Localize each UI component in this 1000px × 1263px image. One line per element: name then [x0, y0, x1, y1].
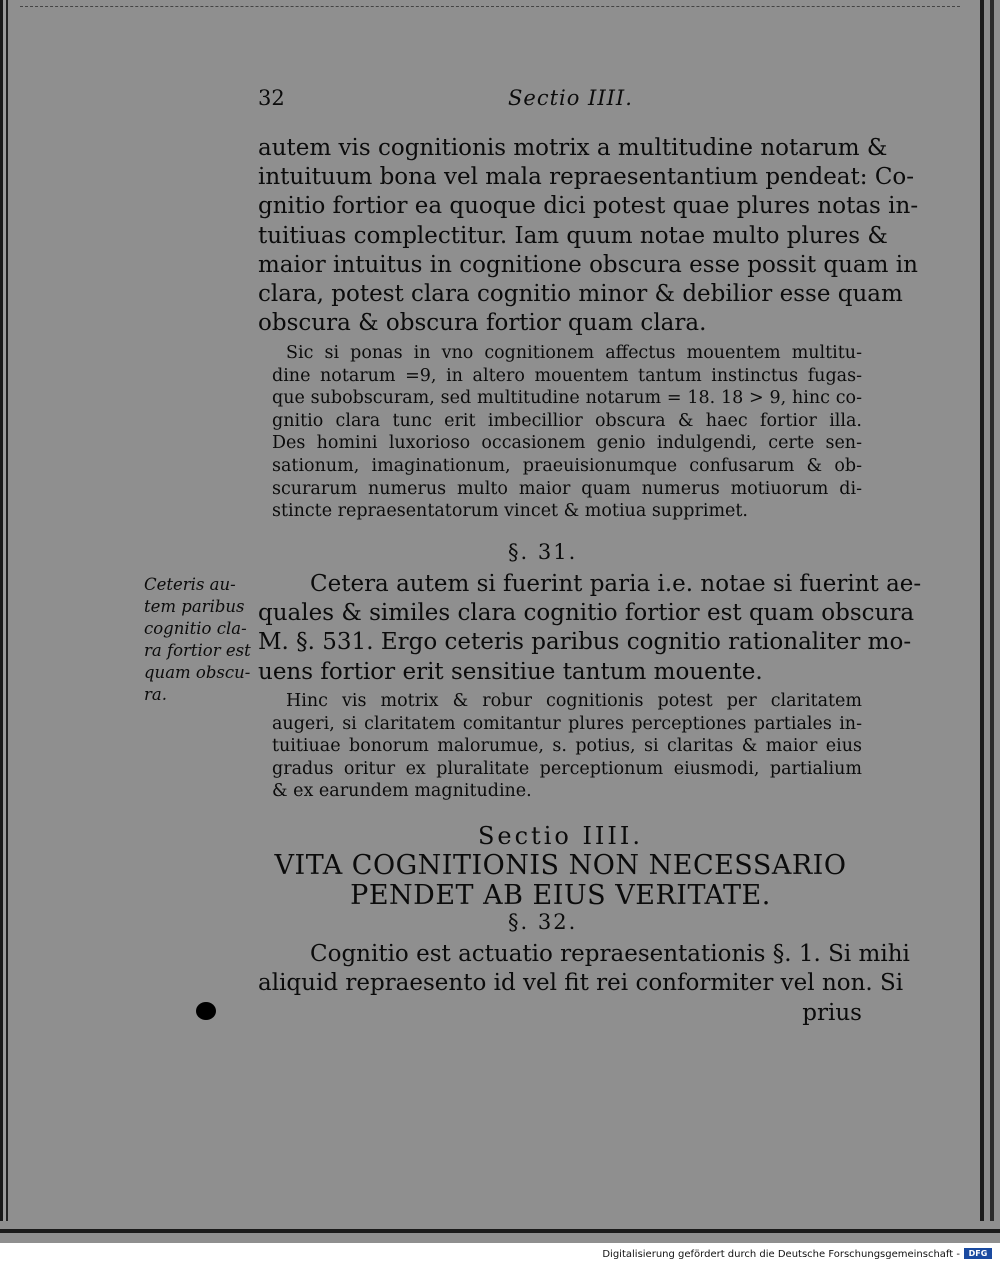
margin-note-line: ra. — [144, 685, 167, 704]
margin-note-line: tem paribus — [144, 597, 245, 616]
paragraph-31 — [258, 570, 922, 687]
catchword: prius — [802, 1000, 862, 1026]
note-line: tuitiuae bonorum malorumue, s. potius, si claritas & maior eius — [272, 736, 862, 757]
text-line: clara, potest clara cognitio minor & debilior esse quam — [258, 281, 903, 308]
footer-credit: Digitalisierung gefördert durch die Deutsche Forschungsgemeinschaft - — [602, 1249, 960, 1260]
text-line: M. §. 531. Ergo ceteris paribus cognitio rationaliter mo- — [258, 629, 912, 656]
margin-note-line: cognitio cla- — [144, 619, 247, 638]
note-line: que subobscuram, sed multitudine notarum = 18. 18 > 9, hinc co- — [272, 388, 862, 409]
text-line: aliquid repraesento id vel fit rei conformiter vel non. Si — [258, 970, 904, 997]
text-line: autem vis cognitionis motrix a multitudine notarum & — [258, 135, 888, 161]
footnote-31 — [272, 690, 862, 803]
page-header — [258, 86, 898, 116]
dfg-logo: DFG — [964, 1248, 992, 1259]
right-page-edge — [972, 0, 1000, 1243]
ink-blot — [196, 1002, 216, 1020]
text-line: quales & similes clara cognitio fortior est quam obscura — [258, 600, 915, 627]
top-page-edge — [20, 6, 960, 8]
text-line: Cetera autem si fuerint paria i.e. notae si fuerint ae- — [310, 571, 922, 597]
margin-note-line: Ceteris au- — [144, 575, 236, 594]
text-line: gnitio fortior ea quoque dici potest quae plures notas in- — [258, 193, 919, 220]
margin-note-line: ra fortior est — [144, 641, 251, 660]
note-line: dine notarum =9, in altero mouentem tantum instinctus fugas- — [272, 365, 862, 386]
page-number: 32 — [258, 86, 285, 110]
note-line: stincte repraesentatorum vincet & motiua supprimet. — [272, 501, 748, 522]
footnote-1 — [272, 342, 862, 523]
note-line: sationum, imaginationum, praeuisionumque confusarum & ob- — [272, 455, 862, 476]
note-line: augeri, si claritatem comitantur plures perceptiones partiales in- — [272, 713, 862, 734]
note-line: Sic si ponas in vno cognitionem affectus mouentem multitu- — [286, 343, 862, 363]
note-line: gradus oritur ex pluralitate perceptionum eiusmodi, partialium — [272, 758, 862, 779]
paragraph-32 — [258, 940, 910, 998]
footer-bar — [0, 1243, 1000, 1263]
running-head: Sectio IIII. — [508, 86, 633, 110]
section-title-line-2: PENDET AB EIUS VERITATE. — [350, 880, 771, 911]
note-line: scurarum numerus multo maior quam numerus motiuorum di- — [272, 478, 862, 499]
note-line: & ex earundem magnitudine. — [272, 781, 532, 802]
bottom-page-edge — [0, 1221, 1000, 1243]
text-line: tuitiuas complectitur. Iam quum notae multo plures & — [258, 222, 888, 249]
note-line: gnitio clara tunc erit imbecillior obscura & haec fortior illa. — [272, 410, 862, 431]
text-line: uens fortior erit sensitiue tantum mouente. — [258, 658, 763, 685]
section-number-31: §. 31. — [508, 540, 578, 564]
text-line: maior intuitus in cognitione obscura esse possit quam in — [258, 251, 918, 278]
paragraph-1 — [258, 134, 919, 338]
section-number-32: §. 32. — [508, 910, 578, 934]
text-line: Cognitio est actuatio repraesentationis §. 1. Si mihi — [310, 941, 910, 967]
note-line: Des homini luxorioso occasionem genio indulgendi, certe sen- — [272, 433, 862, 454]
text-line: intuituum bona vel mala repraesentantium pendeat: Co- — [258, 164, 915, 191]
margin-note — [144, 574, 262, 706]
left-page-edge — [0, 0, 14, 1243]
text-line: obscura & obscura fortior quam clara. — [258, 310, 707, 337]
section-label: Sectio IIII. — [477, 822, 644, 850]
section-title-line-1: VITA COGNITIONIS NON NECESSARIO — [274, 850, 847, 881]
margin-note-line: quam obscu- — [144, 663, 251, 682]
note-line: Hinc vis motrix & robur cognitionis potest per claritatem — [286, 691, 862, 711]
